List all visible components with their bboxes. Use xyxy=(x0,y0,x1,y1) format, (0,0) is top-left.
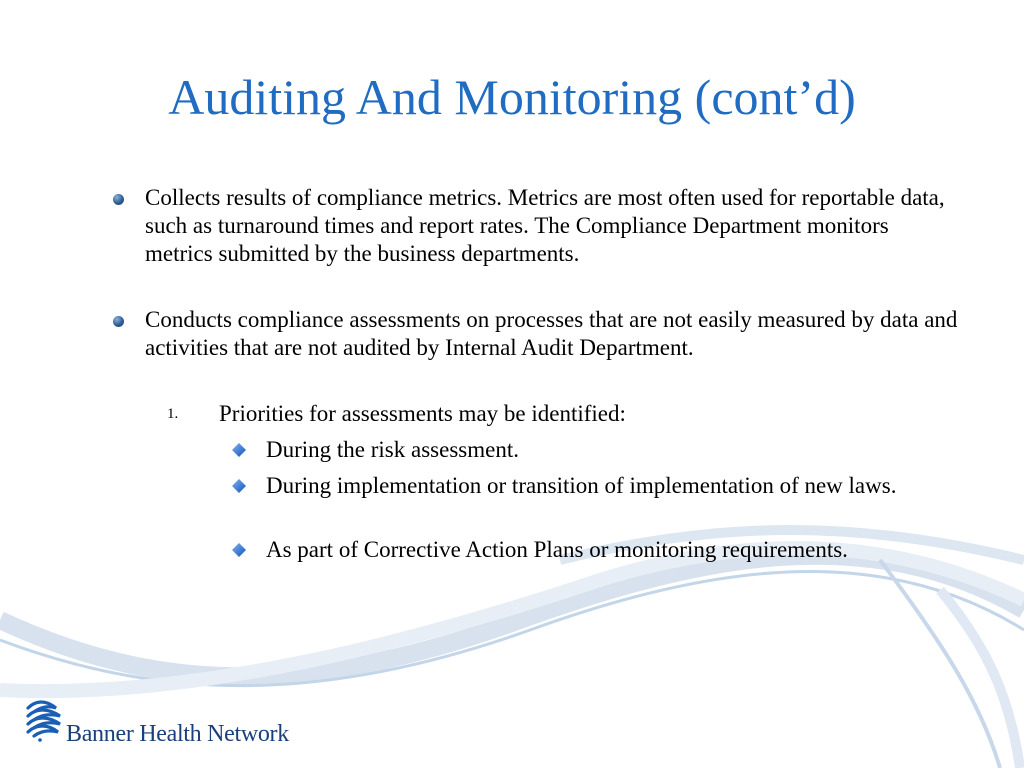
numbered-item xyxy=(167,400,919,428)
sub-bullet-item xyxy=(266,536,946,564)
logo-text: Banner Health Network xyxy=(66,721,289,747)
diamond-bullet-icon xyxy=(232,543,246,557)
bullet-text: Conducts compliance assessments on processes that are not easily measured by data and activities that are not audited by Internal Audit Department. xyxy=(145,307,958,360)
sub-bullet-text: During implementation or transition of implementation of new laws. xyxy=(266,473,897,498)
round-bullet-icon xyxy=(113,194,124,205)
numbered-text: Priorities for assessments may be identified: xyxy=(219,401,626,426)
sub-bullet-text: As part of Corrective Action Plans or monitoring requirements. xyxy=(266,537,848,562)
bullet-item xyxy=(145,184,960,268)
number-label: 1. xyxy=(167,406,179,422)
round-bullet-icon xyxy=(113,316,124,327)
diamond-bullet-icon xyxy=(232,443,246,457)
bullet-item xyxy=(145,306,960,362)
slide-title: Auditing And Monitoring (cont’d) xyxy=(168,69,856,125)
sub-bullet-item xyxy=(266,472,946,500)
diamond-bullet-icon xyxy=(232,479,246,493)
sub-bullet-text: During the risk assessment. xyxy=(266,437,519,462)
sub-bullet-item xyxy=(266,436,946,464)
bullet-text: Collects results of compliance metrics. Metrics are most often used for reportable data, such as turnaround times and report rates. The Compliance Department monitors metrics submitted by the business departments. xyxy=(145,185,945,266)
